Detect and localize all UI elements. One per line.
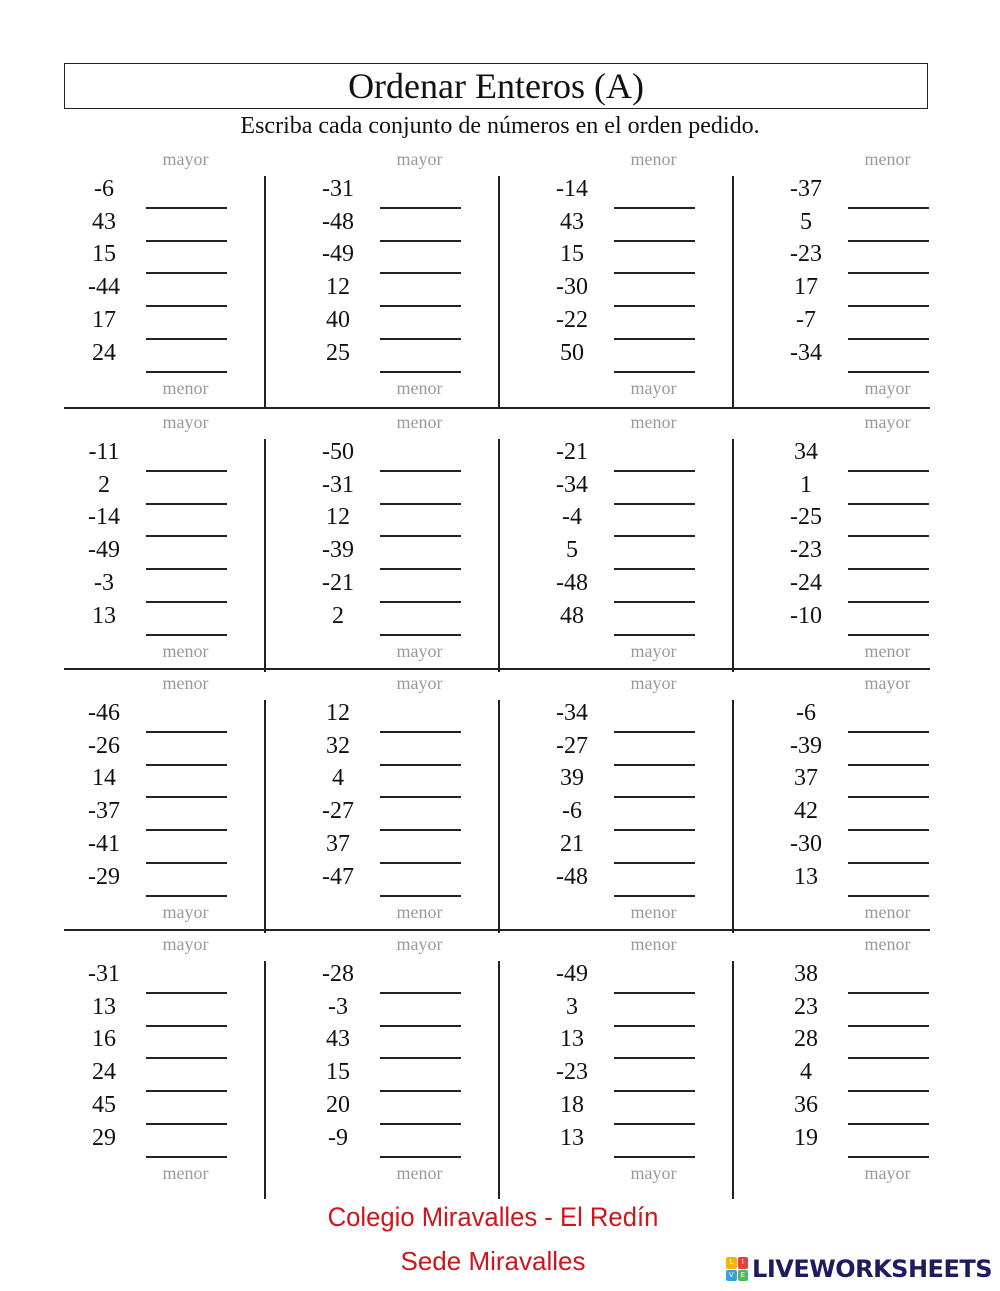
number-value: 15 xyxy=(92,241,116,268)
number-value: -41 xyxy=(88,830,120,857)
exercise-row xyxy=(64,146,930,407)
number-value: 17 xyxy=(794,274,818,301)
number-value: -31 xyxy=(88,961,120,987)
answer-blank[interactable] xyxy=(614,731,695,733)
answer-blank[interactable] xyxy=(146,503,227,505)
order-label-bottom: menor xyxy=(396,378,443,398)
answer-blank[interactable] xyxy=(146,895,227,897)
order-label-top: mayor xyxy=(396,149,443,169)
answer-blank[interactable] xyxy=(146,1090,227,1092)
answer-blank[interactable] xyxy=(380,829,461,831)
number-value: 12 xyxy=(326,700,350,726)
order-label-top: mayor xyxy=(396,934,443,954)
order-label-bottom: menor xyxy=(864,902,911,922)
answer-blank[interactable] xyxy=(146,634,227,636)
order-label-bottom: mayor xyxy=(396,641,443,661)
order-label-top: mayor xyxy=(162,149,209,169)
answer-blank[interactable] xyxy=(146,338,227,340)
number-value: -39 xyxy=(322,537,354,564)
answer-blank[interactable] xyxy=(614,470,695,472)
worksheet-title: Ordenar Enteros (A) xyxy=(348,66,644,106)
number-value: 3 xyxy=(566,993,578,1020)
answer-blank[interactable] xyxy=(614,1123,695,1125)
number-value: 29 xyxy=(92,1124,116,1151)
exercise-set xyxy=(732,670,930,931)
number-value: 4 xyxy=(332,765,344,792)
liveworksheets-brand-text: LIVEWORKSHEETS xyxy=(752,1255,992,1283)
order-label-bottom: menor xyxy=(864,641,911,661)
number-value: -48 xyxy=(556,569,588,596)
answer-blank[interactable] xyxy=(848,601,929,603)
answer-blank[interactable] xyxy=(380,568,461,570)
number-value: -11 xyxy=(88,439,120,465)
number-value: 12 xyxy=(326,274,350,301)
answer-blank[interactable] xyxy=(848,1090,929,1092)
answer-blank[interactable] xyxy=(848,503,929,505)
answer-blank[interactable] xyxy=(614,829,695,831)
answer-blank[interactable] xyxy=(848,338,929,340)
number-value: -9 xyxy=(328,1124,348,1151)
number-value: 32 xyxy=(326,732,350,759)
answer-blank[interactable] xyxy=(614,272,695,274)
number-value: 23 xyxy=(794,993,818,1020)
exercise-set xyxy=(498,670,732,931)
number-value: -34 xyxy=(556,471,588,498)
number-value: 42 xyxy=(794,798,818,825)
answer-blank[interactable] xyxy=(614,764,695,766)
answer-blank[interactable] xyxy=(146,1156,227,1158)
number-value: 5 xyxy=(566,537,578,564)
number-value: -21 xyxy=(322,569,354,596)
number-value: 17 xyxy=(92,306,116,333)
number-value: -6 xyxy=(94,176,114,202)
answer-blank[interactable] xyxy=(614,240,695,242)
answer-blank[interactable] xyxy=(848,1123,929,1125)
number-value: -34 xyxy=(790,339,822,366)
answer-blank[interactable] xyxy=(380,992,461,994)
answer-blank[interactable] xyxy=(380,1156,461,1158)
number-value: -49 xyxy=(556,961,588,987)
answer-blank[interactable] xyxy=(614,371,695,373)
exercise-set xyxy=(498,931,732,1192)
answer-blank[interactable] xyxy=(380,240,461,242)
school-name: Colegio Miravalles - El Redín xyxy=(327,1202,659,1232)
number-value: -27 xyxy=(556,732,588,759)
exercise-set xyxy=(64,146,264,407)
order-label-bottom: menor xyxy=(162,1163,209,1183)
number-value: -24 xyxy=(790,569,822,596)
number-value: 43 xyxy=(560,208,584,235)
answer-blank[interactable] xyxy=(848,1057,929,1059)
answer-blank[interactable] xyxy=(380,1123,461,1125)
number-value: -23 xyxy=(790,241,822,268)
answer-blank[interactable] xyxy=(380,470,461,472)
exercise-row xyxy=(64,407,930,670)
exercise-set xyxy=(64,670,264,931)
exercise-set xyxy=(732,931,930,1192)
answer-blank[interactable] xyxy=(380,1057,461,1059)
answer-blank[interactable] xyxy=(146,764,227,766)
answer-blank[interactable] xyxy=(848,862,929,864)
number-value: 24 xyxy=(92,1059,116,1086)
number-value: -23 xyxy=(790,537,822,564)
liveworksheets-logo-icon xyxy=(726,1257,748,1281)
exercise-set xyxy=(264,931,498,1192)
instructions-text: Escriba cada conjunto de números en el orden pedido. xyxy=(240,113,760,139)
answer-blank[interactable] xyxy=(146,796,227,798)
answer-blank[interactable] xyxy=(848,634,929,636)
order-label-bottom: mayor xyxy=(864,378,911,398)
answer-blank[interactable] xyxy=(146,1025,227,1027)
number-value: 13 xyxy=(92,602,116,629)
number-value: -30 xyxy=(556,274,588,301)
logo-tile: V xyxy=(726,1270,737,1282)
number-value: -49 xyxy=(88,537,120,564)
number-value: -37 xyxy=(790,176,822,202)
answer-blank[interactable] xyxy=(614,601,695,603)
answer-blank[interactable] xyxy=(848,470,929,472)
answer-blank[interactable] xyxy=(848,764,929,766)
order-label-top: mayor xyxy=(864,412,911,432)
answer-blank[interactable] xyxy=(146,1123,227,1125)
answer-blank[interactable] xyxy=(614,1025,695,1027)
number-value: 43 xyxy=(92,208,116,235)
order-label-top: mayor xyxy=(162,412,209,432)
number-value: -6 xyxy=(562,798,582,825)
number-value: 13 xyxy=(560,1124,584,1151)
answer-blank[interactable] xyxy=(848,535,929,537)
answer-blank[interactable] xyxy=(380,503,461,505)
answer-blank[interactable] xyxy=(614,796,695,798)
answer-blank[interactable] xyxy=(146,470,227,472)
answer-blank[interactable] xyxy=(380,634,461,636)
number-value: 37 xyxy=(794,765,818,792)
order-label-top: menor xyxy=(630,934,677,954)
answer-blank[interactable] xyxy=(146,371,227,373)
order-label-bottom: menor xyxy=(630,902,677,922)
answer-blank[interactable] xyxy=(614,992,695,994)
number-value: -4 xyxy=(562,504,582,531)
order-label-bottom: menor xyxy=(396,1163,443,1183)
answer-blank[interactable] xyxy=(848,568,929,570)
order-label-bottom: mayor xyxy=(162,902,209,922)
number-value: 5 xyxy=(800,208,812,235)
number-value: -29 xyxy=(88,863,120,890)
number-value: -46 xyxy=(88,700,120,726)
number-value: 16 xyxy=(92,1026,116,1053)
answer-blank[interactable] xyxy=(614,503,695,505)
answer-blank[interactable] xyxy=(380,764,461,766)
number-value: 18 xyxy=(560,1091,584,1118)
answer-blank[interactable] xyxy=(848,240,929,242)
worksheet-title-box xyxy=(64,63,928,109)
order-label-top: mayor xyxy=(864,673,911,693)
number-value: -34 xyxy=(556,700,588,726)
number-value: 24 xyxy=(92,339,116,366)
answer-blank[interactable] xyxy=(614,862,695,864)
number-value: -14 xyxy=(88,504,120,531)
number-value: 45 xyxy=(92,1091,116,1118)
exercise-set xyxy=(64,409,264,670)
answer-blank[interactable] xyxy=(380,1025,461,1027)
answer-blank[interactable] xyxy=(380,796,461,798)
answer-blank[interactable] xyxy=(614,634,695,636)
number-value: -26 xyxy=(88,732,120,759)
exercise-set xyxy=(264,670,498,931)
answer-blank[interactable] xyxy=(848,992,929,994)
order-label-top: menor xyxy=(864,149,911,169)
number-value: -31 xyxy=(322,176,354,202)
answer-blank[interactable] xyxy=(380,272,461,274)
answer-blank[interactable] xyxy=(848,895,929,897)
answer-blank[interactable] xyxy=(848,829,929,831)
number-value: -44 xyxy=(88,274,120,301)
number-value: 38 xyxy=(794,961,818,987)
answer-blank[interactable] xyxy=(146,1057,227,1059)
answer-blank[interactable] xyxy=(614,305,695,307)
number-value: -30 xyxy=(790,830,822,857)
answer-blank[interactable] xyxy=(146,240,227,242)
logo-tile: I xyxy=(738,1257,749,1269)
number-value: -23 xyxy=(556,1059,588,1086)
answer-blank[interactable] xyxy=(614,535,695,537)
number-value: 40 xyxy=(326,306,350,333)
answer-blank[interactable] xyxy=(848,272,929,274)
number-value: -48 xyxy=(556,863,588,890)
answer-blank[interactable] xyxy=(848,1025,929,1027)
number-value: -49 xyxy=(322,241,354,268)
number-value: -21 xyxy=(556,439,588,465)
answer-blank[interactable] xyxy=(146,601,227,603)
answer-blank[interactable] xyxy=(146,862,227,864)
answer-blank[interactable] xyxy=(146,535,227,537)
answer-blank[interactable] xyxy=(146,992,227,994)
order-label-top: mayor xyxy=(396,673,443,693)
number-value: 21 xyxy=(560,830,584,857)
answer-blank[interactable] xyxy=(380,338,461,340)
exercise-set xyxy=(732,409,930,670)
answer-blank[interactable] xyxy=(146,731,227,733)
logo-tile: L xyxy=(726,1257,737,1269)
answer-blank[interactable] xyxy=(380,601,461,603)
number-value: 14 xyxy=(92,765,116,792)
answer-blank[interactable] xyxy=(614,1090,695,1092)
exercise-set xyxy=(732,146,930,407)
number-value: 37 xyxy=(326,830,350,857)
number-value: 1 xyxy=(800,471,812,498)
order-label-bottom: menor xyxy=(396,902,443,922)
number-value: -14 xyxy=(556,176,588,202)
order-label-top: menor xyxy=(630,412,677,432)
order-label-bottom: mayor xyxy=(630,378,677,398)
number-value: 19 xyxy=(794,1124,818,1151)
number-value: -7 xyxy=(796,306,816,333)
answer-blank[interactable] xyxy=(146,207,227,209)
order-label-top: menor xyxy=(396,412,443,432)
answer-blank[interactable] xyxy=(146,272,227,274)
answer-blank[interactable] xyxy=(380,731,461,733)
exercise-set xyxy=(498,409,732,670)
answer-blank[interactable] xyxy=(848,731,929,733)
exercise-grid xyxy=(64,146,930,1190)
answer-blank[interactable] xyxy=(146,829,227,831)
number-value: 28 xyxy=(794,1026,818,1053)
number-value: 20 xyxy=(326,1091,350,1118)
liveworksheets-logo xyxy=(726,1255,992,1283)
number-value: 43 xyxy=(326,1026,350,1053)
number-value: -10 xyxy=(790,602,822,629)
campus-name: Sede Miravalles xyxy=(400,1246,586,1276)
order-label-bottom: menor xyxy=(162,641,209,661)
number-value: 48 xyxy=(560,602,584,629)
answer-blank[interactable] xyxy=(380,895,461,897)
answer-blank[interactable] xyxy=(380,535,461,537)
number-value: -47 xyxy=(322,863,354,890)
number-value: 50 xyxy=(560,339,584,366)
order-label-bottom: mayor xyxy=(864,1163,911,1183)
number-value: 36 xyxy=(794,1091,818,1118)
number-value: -37 xyxy=(88,798,120,825)
answer-blank[interactable] xyxy=(380,862,461,864)
exercise-row xyxy=(64,668,930,931)
order-label-top: menor xyxy=(864,934,911,954)
exercise-set xyxy=(264,146,498,407)
number-value: -27 xyxy=(322,798,354,825)
logo-tile: E xyxy=(738,1270,749,1282)
number-value: 39 xyxy=(560,765,584,792)
number-value: 34 xyxy=(794,439,818,465)
number-value: 2 xyxy=(98,471,110,498)
order-label-bottom: mayor xyxy=(630,1163,677,1183)
answer-blank[interactable] xyxy=(614,338,695,340)
number-value: -28 xyxy=(322,961,354,987)
number-value: -31 xyxy=(322,471,354,498)
answer-blank[interactable] xyxy=(380,207,461,209)
order-label-top: mayor xyxy=(630,673,677,693)
number-value: -22 xyxy=(556,306,588,333)
number-value: -3 xyxy=(94,569,114,596)
answer-blank[interactable] xyxy=(848,207,929,209)
answer-blank[interactable] xyxy=(380,371,461,373)
order-label-top: menor xyxy=(162,673,209,693)
answer-blank[interactable] xyxy=(614,1057,695,1059)
answer-blank[interactable] xyxy=(146,568,227,570)
number-value: -6 xyxy=(796,700,816,726)
number-value: 2 xyxy=(332,602,344,629)
order-label-top: mayor xyxy=(162,934,209,954)
number-value: 25 xyxy=(326,339,350,366)
number-value: -48 xyxy=(322,208,354,235)
number-value: 13 xyxy=(794,863,818,890)
number-value: 15 xyxy=(560,241,584,268)
answer-blank[interactable] xyxy=(848,371,929,373)
answer-blank[interactable] xyxy=(848,305,929,307)
number-value: -50 xyxy=(322,439,354,465)
number-value: -3 xyxy=(328,993,348,1020)
answer-blank[interactable] xyxy=(848,1156,929,1158)
order-label-top: menor xyxy=(630,149,677,169)
number-value: 13 xyxy=(560,1026,584,1053)
exercise-set xyxy=(64,931,264,1192)
answer-blank[interactable] xyxy=(848,796,929,798)
exercise-row xyxy=(64,929,930,1192)
number-value: 15 xyxy=(326,1059,350,1086)
order-label-bottom: mayor xyxy=(630,641,677,661)
number-value: -39 xyxy=(790,732,822,759)
number-value: 4 xyxy=(800,1059,812,1086)
answer-blank[interactable] xyxy=(614,568,695,570)
number-value: 13 xyxy=(92,993,116,1020)
answer-blank[interactable] xyxy=(614,1156,695,1158)
answer-blank[interactable] xyxy=(614,895,695,897)
number-value: 12 xyxy=(326,504,350,531)
number-value: -25 xyxy=(790,504,822,531)
exercise-set xyxy=(498,146,732,407)
answer-blank[interactable] xyxy=(614,207,695,209)
answer-blank[interactable] xyxy=(146,305,227,307)
answer-blank[interactable] xyxy=(380,1090,461,1092)
order-label-bottom: menor xyxy=(162,378,209,398)
answer-blank[interactable] xyxy=(380,305,461,307)
exercise-set xyxy=(264,409,498,670)
